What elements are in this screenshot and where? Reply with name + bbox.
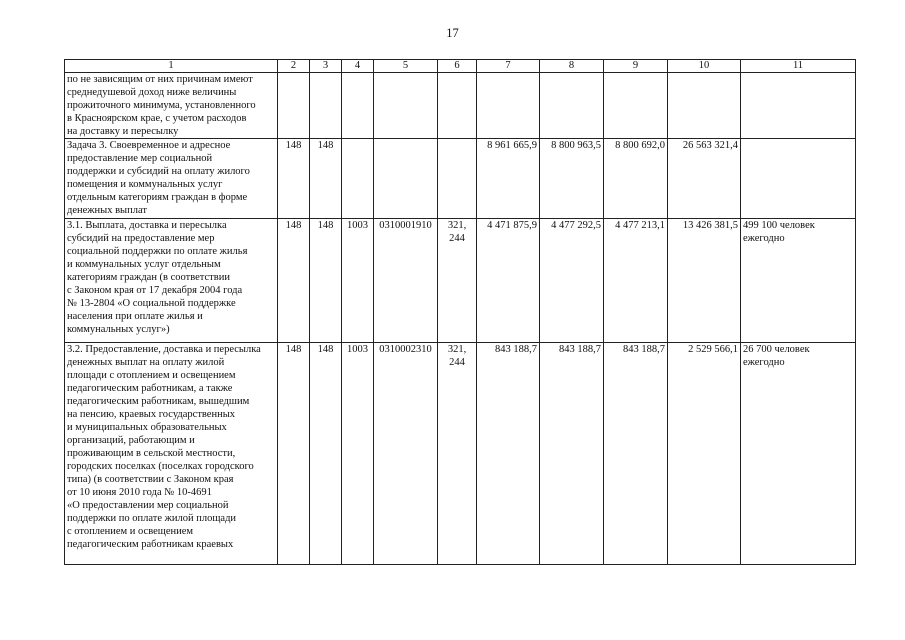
column-number-row — [65, 60, 856, 73]
grbs-code: 148 — [310, 219, 342, 343]
amount-year-3: 8 800 692,0 — [604, 139, 668, 219]
amount-year-1: 843 188,7 — [477, 343, 540, 565]
target-code: 0310001910 — [374, 219, 438, 343]
amount-year-3 — [604, 73, 668, 139]
row-description: 3.1. Выплата, доставка и пересылка субсидий на предоставление мер социальной поддержки по оплате жилья и коммунальных услуг отдельным категориям граждан (в соответствии с Законом края от 17 декабря 2004 года № 13-2804 «О социальной поддержке населения при оплате жилья и коммунальных услуг») — [65, 219, 278, 343]
page-number: 17 — [446, 26, 459, 40]
row-description: по не зависящим от них причинам имеют среднедушевой доход ниже величины прожиточного минимума, установленного в Красноярском крае, с учетом расходов на доставку и пересылку — [65, 73, 278, 139]
amount-year-3: 4 477 213,1 — [604, 219, 668, 343]
section-code — [342, 139, 374, 219]
expense-type — [438, 73, 477, 139]
column-number: 6 — [438, 60, 477, 73]
amount-year-2: 4 477 292,5 — [540, 219, 604, 343]
column-number: 11 — [741, 60, 856, 73]
expense-type: 321, 244 — [438, 219, 477, 343]
expected-result — [741, 139, 856, 219]
section-code: 1003 — [342, 219, 374, 343]
grbs-code: 148 — [278, 343, 310, 565]
amount-total: 13 426 381,5 — [668, 219, 741, 343]
column-number: 9 — [604, 60, 668, 73]
row-description: Задача 3. Своевременное и адресное предоставление мер социальной поддержки и субсидий на оплату жилого помещения и коммунальных услуг отдельным категориям граждан в форме денежных выплат — [65, 139, 278, 219]
table-row — [65, 73, 856, 139]
amount-year-2: 843 188,7 — [540, 343, 604, 565]
grbs-code: 148 — [278, 139, 310, 219]
section-code: 1003 — [342, 343, 374, 565]
expense-type: 321, 244 — [438, 343, 477, 565]
target-code — [374, 139, 438, 219]
section-code — [342, 73, 374, 139]
grbs-code: 148 — [278, 219, 310, 343]
expected-result: 26 700 человек ежегодно — [741, 343, 856, 565]
expected-result: 499 100 человек ежегодно — [741, 219, 856, 343]
amount-total: 2 529 566,1 — [668, 343, 741, 565]
table-row — [65, 219, 856, 343]
table-row — [65, 343, 856, 565]
table-row — [65, 139, 856, 219]
grbs-code: 148 — [310, 139, 342, 219]
column-number: 5 — [374, 60, 438, 73]
column-number: 7 — [477, 60, 540, 73]
target-code: 0310002310 — [374, 343, 438, 565]
column-number: 1 — [65, 60, 278, 73]
amount-year-2 — [540, 73, 604, 139]
expense-type — [438, 139, 477, 219]
amount-year-3: 843 188,7 — [604, 343, 668, 565]
amount-year-2: 8 800 963,5 — [540, 139, 604, 219]
expected-result — [741, 73, 856, 139]
column-number: 8 — [540, 60, 604, 73]
column-number: 10 — [668, 60, 741, 73]
row-description: 3.2. Предоставление, доставка и пересылка денежных выплат на оплату жилой площади с отоплением и освещением педагогическим работникам, а также педагогическим работникам, вышедшим на пенсию, краевых государственных и муниципальных образовательных организаций, работающим и проживающим в сельской местности, городских поселках (поселках городского типа) (в соответствии с Законом края от 10 июня 2010 года № 10-4691 «О предоставлении мер социальной поддержки по оплате жилой площади с отоплением и освещением педагогическим работникам краевых — [65, 343, 278, 565]
column-number: 3 — [310, 60, 342, 73]
amount-year-1 — [477, 73, 540, 139]
column-number: 2 — [278, 60, 310, 73]
amount-year-1: 4 471 875,9 — [477, 219, 540, 343]
target-code — [374, 73, 438, 139]
grbs-code: 148 — [310, 343, 342, 565]
amount-total — [668, 73, 741, 139]
column-number: 4 — [342, 60, 374, 73]
amount-year-1: 8 961 665,9 — [477, 139, 540, 219]
grbs-code — [278, 73, 310, 139]
budget-table — [64, 59, 856, 565]
amount-total: 26 563 321,4 — [668, 139, 741, 219]
grbs-code — [310, 73, 342, 139]
